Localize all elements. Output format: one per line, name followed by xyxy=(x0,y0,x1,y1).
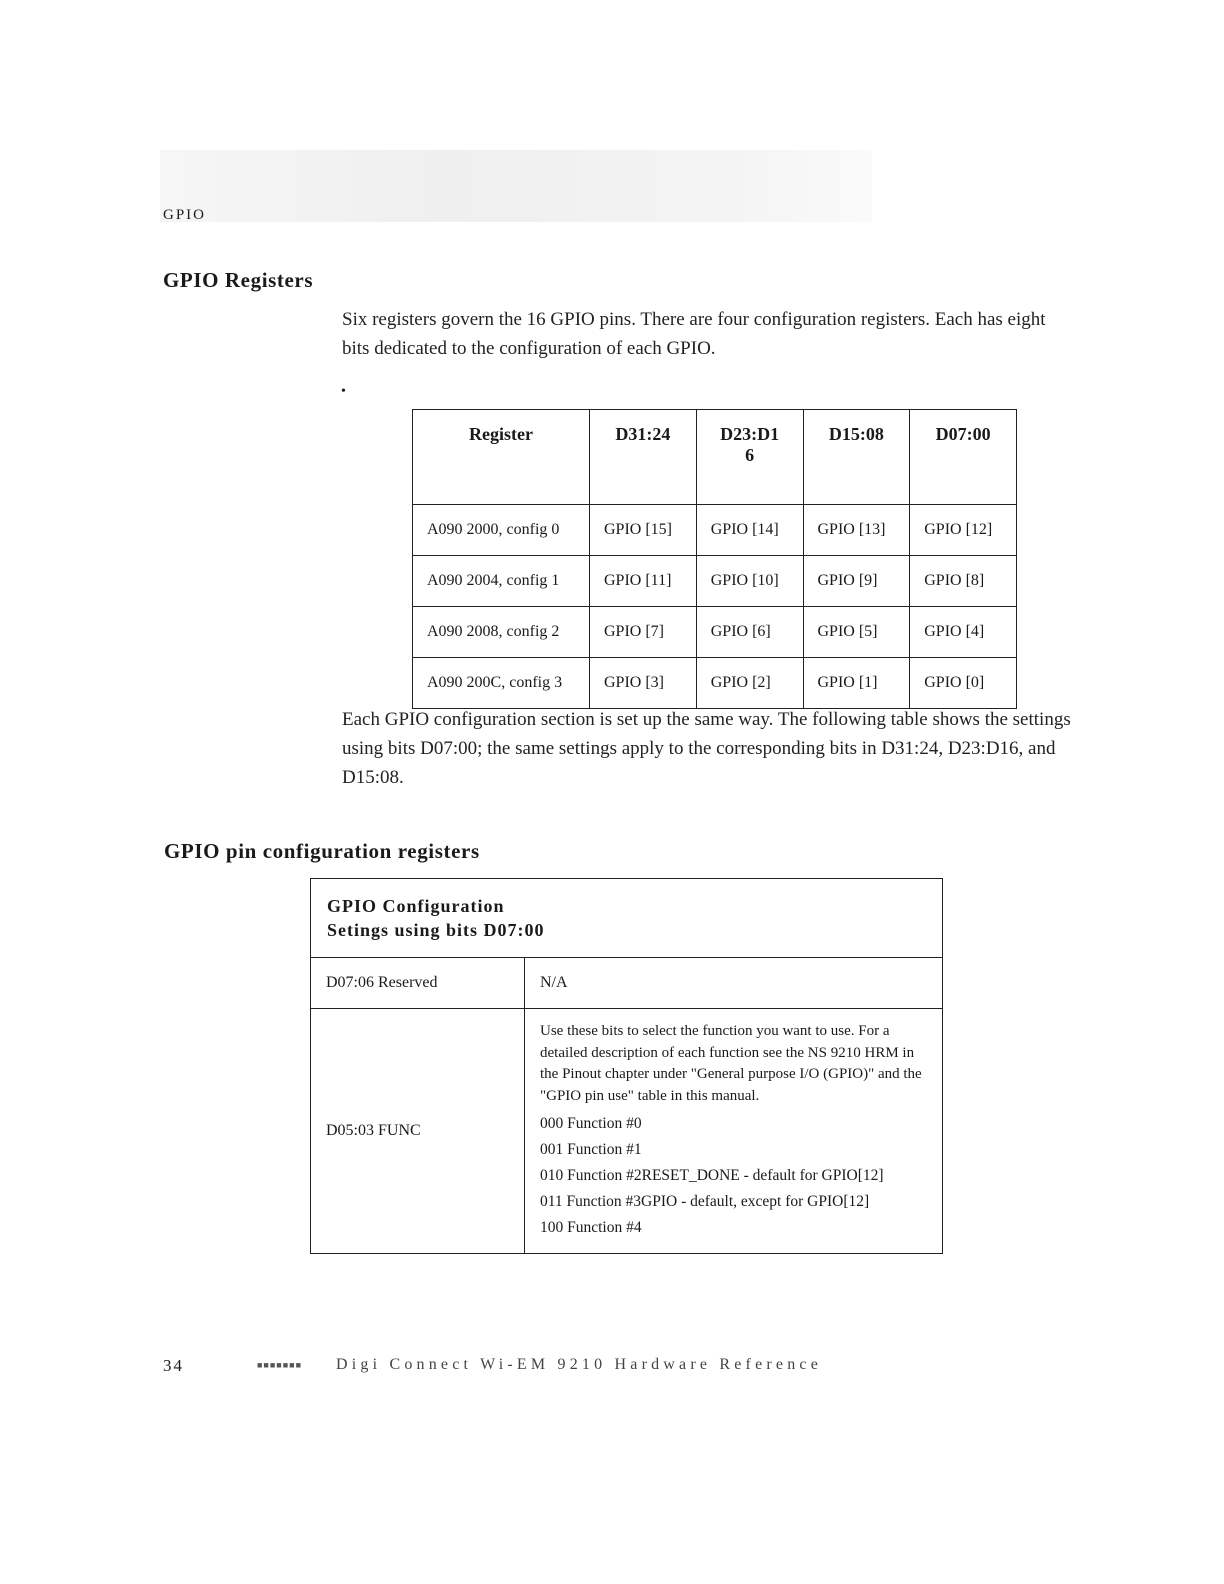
func-option: 100 Function #4 xyxy=(540,1219,642,1236)
config-table-heading xyxy=(311,879,943,958)
stray-mark: • xyxy=(341,384,346,399)
table-row xyxy=(413,607,1017,658)
register-table-header-row xyxy=(413,410,1017,505)
footer-squares: ■■■■■■■ xyxy=(257,1360,303,1370)
column-header-d15-08: D15:08 xyxy=(803,410,910,505)
table-row xyxy=(311,958,943,1009)
gpio-cell: GPIO [12] xyxy=(910,505,1017,556)
table-row xyxy=(311,1009,943,1254)
gpio-cell: GPIO [13] xyxy=(803,505,910,556)
column-header-d07-00: D07:00 xyxy=(910,410,1017,505)
register-table xyxy=(412,409,1017,709)
gpio-cell: GPIO [6] xyxy=(696,607,803,658)
register-cell: A090 200C, config 3 xyxy=(413,658,590,709)
section-title-pin-config: GPIO pin configuration registers xyxy=(164,839,480,863)
gpio-cell: GPIO [8] xyxy=(910,556,1017,607)
page-number: 34 xyxy=(163,1356,184,1375)
gpio-cell: GPIO [4] xyxy=(910,607,1017,658)
table-row xyxy=(413,556,1017,607)
register-cell: A090 2008, config 2 xyxy=(413,607,590,658)
gpio-cell: GPIO [15] xyxy=(590,505,697,556)
column-header-register: Register xyxy=(413,410,590,505)
gpio-cell: GPIO [3] xyxy=(590,658,697,709)
after-table-paragraph: Each GPIO configuration section is set up the same way. The following table shows the settings using bits D07:00; the same settings apply to the corresponding bits in D31:24, D23:D16, and D15:08. xyxy=(342,709,1071,788)
table-row xyxy=(413,505,1017,556)
config-heading-line2: Setings using bits D07:00 xyxy=(327,920,545,940)
footer-title: Digi Connect Wi-EM 9210 Hardware Reference xyxy=(336,1356,823,1373)
intro-paragraph: Six registers govern the 16 GPIO pins. There are four configuration registers. Each has eight bits dedicated to the configuration of each GPIO. xyxy=(342,309,1046,359)
header-band xyxy=(160,150,872,222)
func-option: 010 Function #2RESET_DONE - default for GPIO[12] xyxy=(540,1167,884,1184)
running-head: GPIO xyxy=(163,207,207,223)
value-cell: N/A xyxy=(525,958,943,1009)
column-header-d23-16: D23:D1 6 xyxy=(696,410,803,505)
config-table-heading-row xyxy=(311,879,943,958)
func-option: 000 Function #0 xyxy=(540,1115,642,1132)
field-cell: D05:03 FUNC xyxy=(311,1009,525,1254)
value-cell xyxy=(525,1009,943,1254)
config-table xyxy=(310,878,943,1254)
func-option: 011 Function #3GPIO - default, except for GPIO[12] xyxy=(540,1193,870,1210)
config-heading-line1: GPIO Configuration xyxy=(327,896,505,916)
register-cell: A090 2000, config 0 xyxy=(413,505,590,556)
gpio-cell: GPIO [14] xyxy=(696,505,803,556)
gpio-cell: GPIO [9] xyxy=(803,556,910,607)
column-header-d31-24: D31:24 xyxy=(590,410,697,505)
gpio-cell: GPIO [5] xyxy=(803,607,910,658)
func-option: 001 Function #1 xyxy=(540,1141,642,1158)
register-cell: A090 2004, config 1 xyxy=(413,556,590,607)
func-description: Use these bits to select the function you want to use. For a detailed description of each function see the NS 9210 HRM in the Pinout chapter under "General purpose I/O (GPIO)" and the "GPIO pin use" table in this manual. xyxy=(540,1023,922,1104)
table-row xyxy=(413,658,1017,709)
gpio-cell: GPIO [10] xyxy=(696,556,803,607)
field-cell: D07:06 Reserved xyxy=(311,958,525,1009)
gpio-cell: GPIO [1] xyxy=(803,658,910,709)
gpio-cell: GPIO [0] xyxy=(910,658,1017,709)
gpio-cell: GPIO [2] xyxy=(696,658,803,709)
section-title-gpio-registers: GPIO Registers xyxy=(163,268,314,292)
gpio-cell: GPIO [11] xyxy=(590,556,697,607)
gpio-cell: GPIO [7] xyxy=(590,607,697,658)
